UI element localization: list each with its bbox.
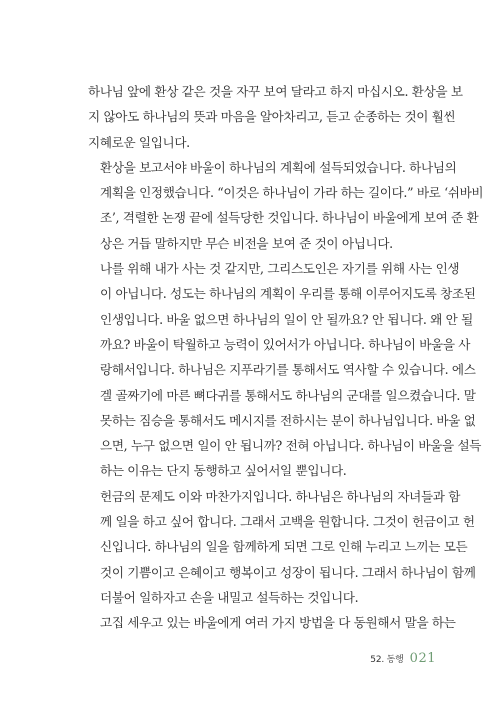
text-line: 하나님 앞에 환상 같은 것을 자꾸 보여 달라고 하지 마십시오. 환상을 보	[88, 84, 463, 99]
text-line: 하는 이유는 단지 동행하고 싶어서일 뿐입니다.	[100, 463, 347, 479]
paragraph	[88, 610, 456, 635]
text-line: 랑해서입니다. 하나님은 지푸라기를 통해서도 역사할 수 있습니다. 에스	[100, 362, 476, 378]
text-line: 것이 기쁨이고 은혜이고 행복이고 성장이 됩니다. 그래서 하나님이 함께	[100, 564, 476, 580]
paragraph	[88, 256, 482, 484]
text-line: 헌금의 문제도 이와 마찬가지입니다. 하나님은 하나님의 자녀들과 함	[100, 488, 461, 504]
body-text	[88, 79, 484, 636]
text-line: 못하는 짐승을 통해서도 메시지를 전하시는 분이 하나님입니다. 바울 없	[100, 412, 476, 428]
text-line: 겔 골짜기에 마른 뼈다귀를 통해서도 하나님의 군대를 일으켰습니다. 말	[100, 387, 476, 403]
text-line: 까요? 바울이 탁월하고 능력이 있어서가 아닙니다. 하나님이 바울을 사	[100, 336, 471, 352]
text-line: 께 일을 하고 싶어 합니다. 그래서 고백을 원합니다. 그것이 헌금이고 헌	[100, 514, 475, 530]
text-line: 계획을 인정했습니다. “이것은 하나님이 가라 하는 길이다.” 바로 ‘쉬바비	[100, 185, 484, 201]
text-line: 으면, 누구 없으면 일이 안 됩니까? 전혀 아닙니다. 하나님이 바울을 설득	[100, 438, 482, 454]
text-line: 신입니다. 하나님의 일을 함께하게 되면 그로 인해 누리고 느끼는 모든	[100, 539, 468, 555]
page-footer	[370, 651, 436, 669]
text-line: 더불어 일하자고 손을 내밀고 설득하는 것입니다.	[100, 589, 359, 605]
text-line: 환상을 보고서야 바울이 하나님의 계획에 설득되었습니다. 하나님의	[100, 159, 457, 175]
paragraph	[88, 79, 463, 155]
text-line: 조’, 격렬한 논쟁 끝에 설득당한 것입니다. 하나님이 바울에게 보여 준 환	[100, 210, 479, 226]
text-line: 인생입니다. 바울 없으면 하나님의 일이 안 될까요? 안 됩니다. 왜 안 될	[100, 311, 473, 327]
text-line: 나를 위해 내가 사는 것 같지만, 그리스도인은 자기를 위해 사는 인생	[100, 261, 460, 277]
paragraph	[88, 155, 484, 256]
running-footer-section: 52. 동행	[370, 655, 404, 665]
text-line: 지혜로운 일입니다.	[88, 134, 190, 150]
text-line: 지 않아도 하나님의 뜻과 마음을 알아차리고, 듣고 순종하는 것이 훨씬	[88, 109, 456, 125]
text-line: 상은 거듭 말하지만 무슨 비전을 보여 준 것이 아닙니다.	[100, 235, 393, 251]
text-line: 이 아닙니다. 성도는 하나님의 계획이 우리를 통해 이루어지도록 창조된	[100, 286, 476, 302]
text-line: 고집 세우고 있는 바울에게 여러 가지 방법을 다 동원해서 말을 하는	[100, 615, 456, 631]
paragraph	[88, 484, 476, 610]
page-number: 021	[409, 651, 436, 666]
